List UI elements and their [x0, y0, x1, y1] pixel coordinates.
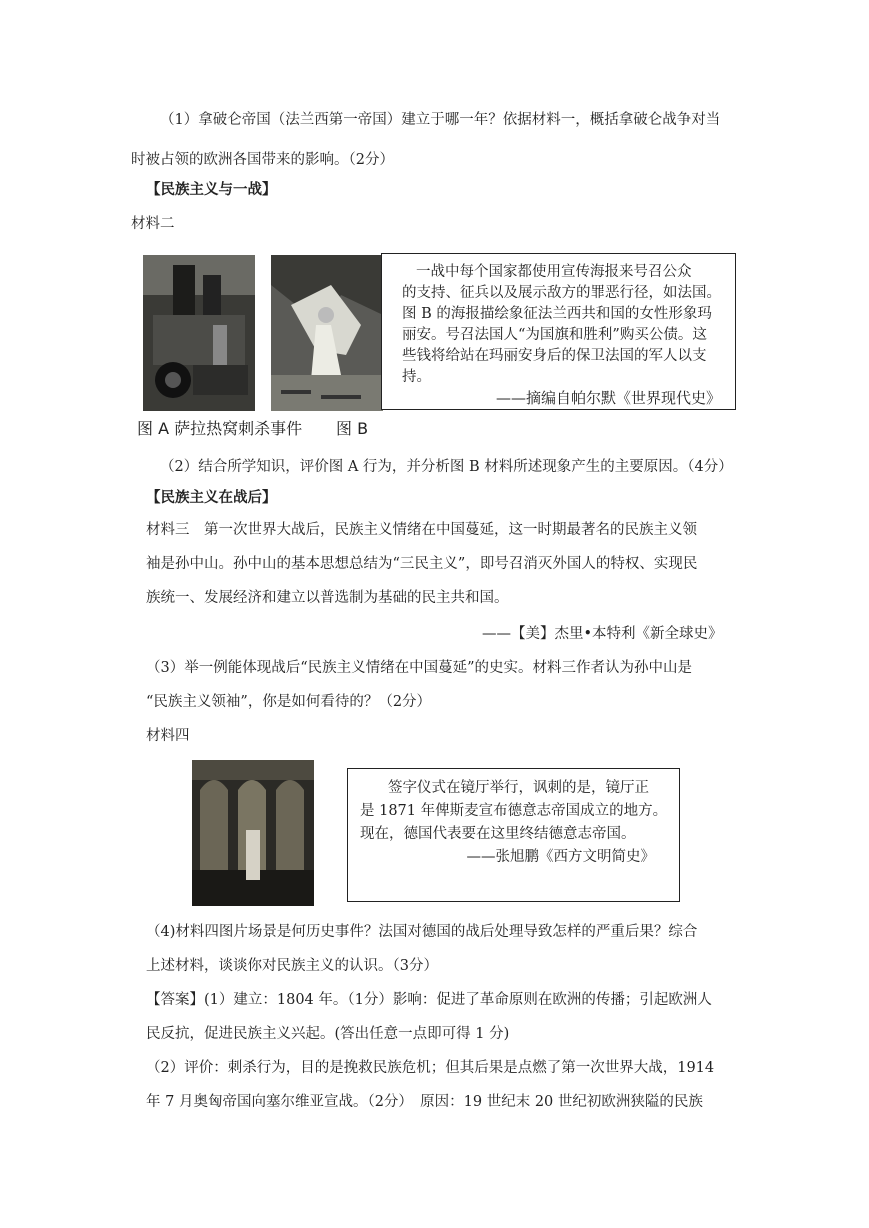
photo-hall-of-mirrors [192, 760, 314, 906]
question-4-line2: 上述材料，谈谈你对民族主义的认识。（3分） [146, 958, 438, 974]
caption-figure-a: 图 A 萨拉热窝刺杀事件 [137, 419, 303, 438]
question-1-line1: （1）拿破仑帝国（法兰西第一帝国）建立于哪一年？依据材料一，概括拿破仑战争对当 [160, 112, 721, 128]
answer-line4: 年 7 月奥匈帝国向塞尔维亚宣战。（2分） 原因：19 世纪末 20 世纪初欧洲狭隘的民族 [146, 1094, 703, 1110]
hall-of-mirrors-image [192, 760, 314, 906]
material-2-label: 材料二 [131, 216, 175, 232]
material-2-text-line: 图 B 的海报描绘象征法兰西共和国的女性形象玛 [402, 306, 712, 322]
answer-line2: 民反抗，促进民族主义兴起。(答出任意一点即可得 1 分) [146, 1026, 510, 1042]
material-4-label: 材料四 [146, 728, 190, 744]
material-2-text-line: 丽安。号召法国人“为国旗和胜利”购买公债。这 [402, 327, 707, 343]
answer-line1: 【答案】(1）建立：1804 年。（1分）影响：促进了革命原则在欧洲的传播；引起欧洲人 [146, 992, 712, 1008]
material-2-text-line: 的支持、征兵以及展示敌方的罪恶行径，如法国。 [402, 285, 721, 301]
photo-french-war-poster [271, 255, 383, 411]
poster-image [271, 255, 383, 411]
material-3-line3: 族统一、发展经济和建立以普选制为基础的民主共和国。 [146, 590, 509, 606]
caption-figure-b: 图 B [336, 419, 369, 438]
material-3-line1: 材料三 第一次世界大战后，民族主义情绪在中国蔓延，这一时期最著名的民族主义领 [146, 522, 697, 538]
question-3-line1: （3）举一例能体现战后“民族主义情绪在中国蔓延”的史实。材料三作者认为孙中山是 [146, 660, 693, 676]
section-title-nationalism-postwar: 【民族主义在战后】 [146, 489, 277, 506]
question-3-line2: “民族主义领袖”，你是如何看待的？（2分） [146, 694, 432, 710]
material-4-textbox [347, 768, 680, 902]
material-4-text-line: 签字仪式在镜厅举行，讽刺的是，镜厅正 [388, 780, 649, 796]
question-1-line2: 时被占领的欧洲各国带来的影响。（2分） [131, 152, 394, 168]
material-2-text-line: 些钱将给站在玛丽安身后的保卫法国的军人以支 [402, 348, 707, 364]
material-2-source: ——摘编自帕尔默《世界现代史》 [495, 389, 721, 407]
question-4-line1: （4)材料四图片场景是何历史事件？法国对德国的战后处理导致怎样的严重后果？综合 [146, 924, 698, 940]
material-4-text-line: 现在，德国代表要在这里终结德意志帝国。 [360, 826, 636, 842]
material-2-text-line: 一战中每个国家都使用宣传海报来号召公众 [416, 264, 692, 280]
material-4-source: ——张旭鹏《西方文明简史》 [466, 849, 655, 865]
answer-line3: （2）评价：刺杀行为，目的是挽救民族危机；但其后果是点燃了第一次世界大战，1914 [146, 1060, 715, 1076]
material-4-text-line: 是 1871 年俾斯麦宣布德意志帝国成立的地方。 [360, 803, 668, 819]
section-title-nationalism-ww1: 【民族主义与一战】 [146, 181, 277, 198]
material-2-text-line: 持。 [402, 369, 431, 385]
photo-sarajevo-assassination [143, 255, 255, 411]
material-3-line2: 袖是孙中山。孙中山的基本思想总结为“三民主义”，即号召消灭外国人的特权、实现民 [146, 556, 698, 572]
question-2: （2）结合所学知识，评价图 A 行为，并分析图 B 材料所述现象产生的主要原因。（4分） [160, 459, 733, 475]
sarajevo-photo-image [143, 255, 255, 411]
material-3-source: ——【美】杰里•本特利《新全球史》 [482, 626, 723, 642]
material-2-textbox [381, 253, 736, 410]
